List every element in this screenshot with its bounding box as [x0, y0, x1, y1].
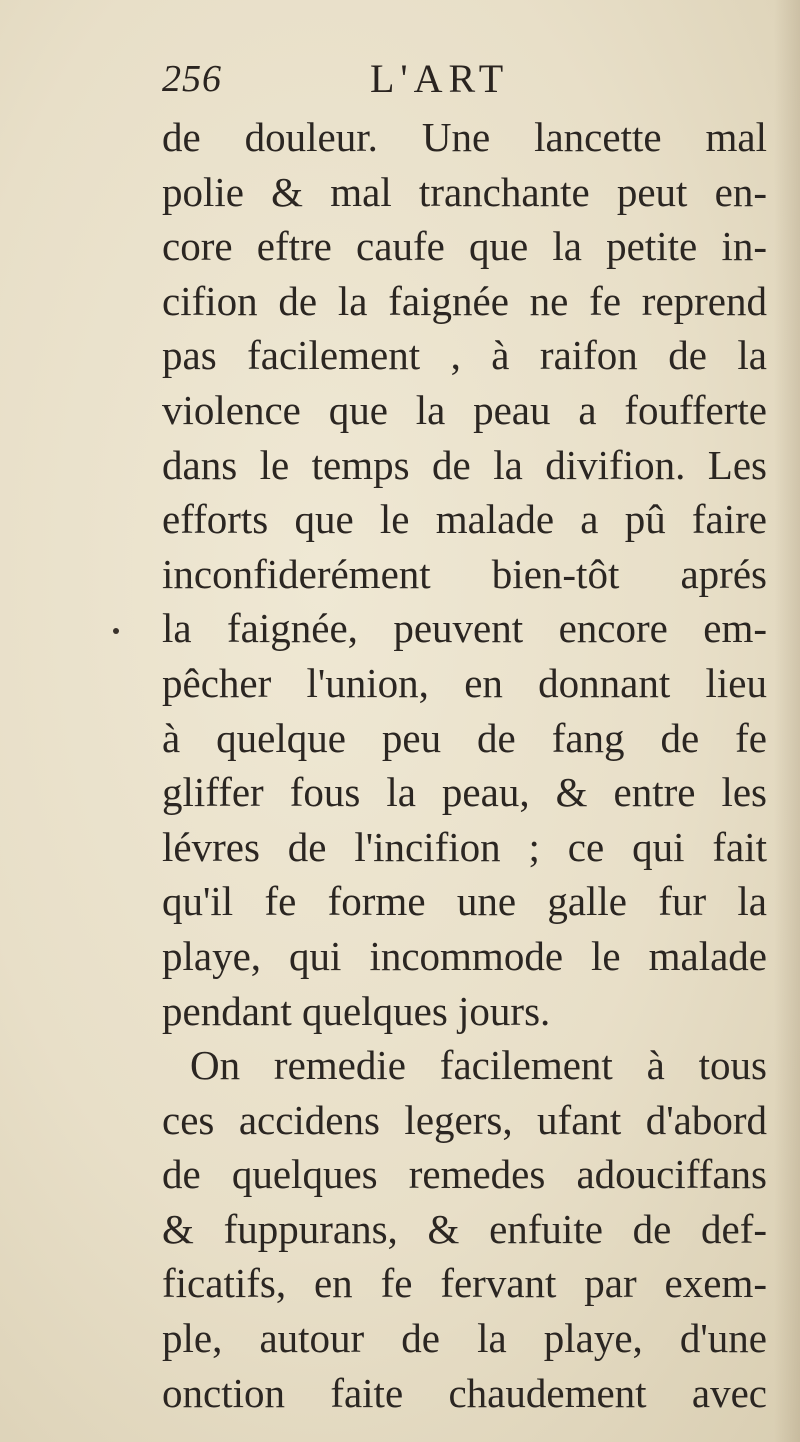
text-line: lévres de l'incifion ; ce qui fait [162, 823, 767, 870]
text-line: dans le temps de la divifion. Les [162, 441, 767, 488]
text-line: violence que la peau a foufferte [162, 386, 767, 433]
text-line: ficatifs, en fe fervant par exem- [162, 1260, 767, 1307]
text-line: la faignée, peuvent encore em- [162, 605, 767, 652]
text-line: à quelque peu de fang de fe [162, 714, 767, 761]
text-line: pendant quelques jours. [162, 987, 551, 1034]
page-header [160, 55, 720, 115]
text-line: inconfiderément bien-tôt aprés [162, 550, 767, 597]
text-line: & fuppurans, & enfuite de def- [162, 1205, 767, 1252]
text-line: ces accidens legers, ufant d'abord [162, 1096, 767, 1143]
text-line: core eftre caufe que la petite in- [162, 223, 767, 270]
text-line: de douleur. Une lancette mal [162, 114, 767, 160]
text-line: pêcher l'union, en donnant lieu [162, 659, 767, 706]
text-line: polie & mal tranchante peut en- [162, 168, 767, 215]
text-line: pas facilement , à raifon de la [162, 332, 767, 379]
text-line: playe, qui incommode le malade [162, 932, 767, 979]
text-line: cifion de la faignée ne fe reprend [162, 277, 767, 324]
text-line: ple, autour de la playe, d'une [162, 1315, 767, 1362]
margin-mark [113, 628, 119, 634]
text-line: onction faite chaudement avec [162, 1369, 767, 1416]
text-line: On remedie facilement à tous [190, 1042, 767, 1089]
running-head: L'ART [370, 56, 510, 101]
text-line: de quelques remedes adouciffans [162, 1151, 767, 1198]
page-edge-shadow [774, 0, 800, 1442]
body-text [162, 110, 767, 1420]
page-number: 256 [162, 58, 222, 100]
text-line: efforts que le malade a pû faire [162, 496, 767, 543]
text-line: gliffer fous la peau, & entre les [162, 769, 767, 816]
text-line: qu'il fe forme une galle fur la [162, 878, 767, 925]
